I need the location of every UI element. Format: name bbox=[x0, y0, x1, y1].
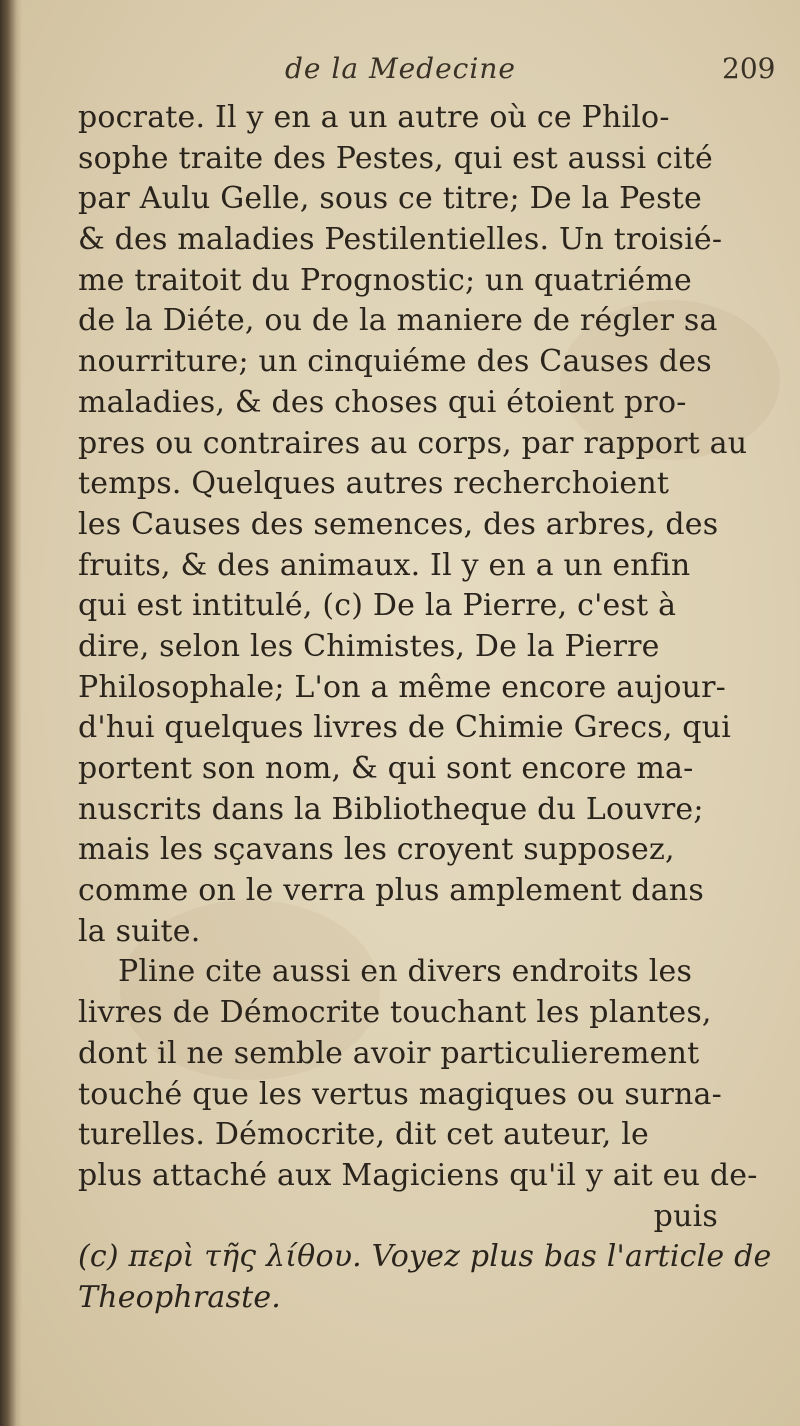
text-line: par Aulu Gelle, sous ce titre; De la Peste bbox=[78, 181, 702, 217]
page-header bbox=[0, 52, 800, 92]
binding-gutter bbox=[0, 0, 22, 1426]
running-head: de la Medecine bbox=[285, 52, 516, 85]
text-line: fruits, & des animaux. Il y en a un enfin bbox=[78, 547, 691, 583]
text-line: touché que les vertus magiques ou surna- bbox=[78, 1076, 722, 1112]
text-line: sophe traite des Pestes, qui est aussi cité bbox=[78, 140, 713, 176]
text-line: la suite. bbox=[78, 913, 201, 949]
text-line: mais les sçavans les croyent supposez, bbox=[78, 832, 675, 868]
text-line: dont il ne semble avoir particulierement bbox=[78, 1035, 700, 1071]
footnote-line: Theophraste. bbox=[78, 1279, 282, 1315]
text-line: comme on le verra plus amplement dans bbox=[78, 873, 704, 909]
page-number: 209 bbox=[722, 52, 776, 85]
text-line: plus attaché aux Magiciens qu'il y ait eu de- bbox=[78, 1157, 758, 1193]
text-line: les Causes des semences, des arbres, des bbox=[78, 506, 719, 542]
text-line: de la Diéte, ou de la maniere de régler sa bbox=[78, 303, 718, 339]
text-line: pocrate. Il y en a un autre où ce Philo- bbox=[78, 100, 670, 135]
text-line: d'hui quelques livres de Chimie Grecs, qui bbox=[78, 710, 732, 746]
text-line: nourriture; un cinquiéme des Causes des bbox=[78, 344, 712, 380]
text-line: pres ou contraires au corps, par rapport au bbox=[78, 425, 748, 461]
text-line: temps. Quelques autres recherchoient bbox=[78, 466, 670, 502]
text-line: Philosophale; L'on a même encore aujour- bbox=[78, 669, 727, 705]
text-line: & des maladies Pestilentielles. Un troisié- bbox=[78, 222, 723, 258]
text-line: portent son nom, & qui sont encore ma- bbox=[78, 751, 694, 786]
text-line: nuscrits dans la Bibliotheque du Louvre; bbox=[78, 791, 704, 827]
text-line: me traitoit du Prognostic; un quatriéme bbox=[78, 262, 692, 298]
text-line: livres de Démocrite touchant les plantes, bbox=[78, 995, 712, 1031]
body-text bbox=[78, 98, 778, 1319]
text-line: turelles. Démocrite, dit cet auteur, le bbox=[78, 1117, 649, 1153]
text-line: qui est intitulé, (c) De la Pierre, c'est à bbox=[78, 588, 677, 624]
text-line: Pline cite aussi en divers endroits les bbox=[118, 954, 693, 990]
footnote-line: (c) περὶ τῆς λίθου. Voyez plus bas l'article de bbox=[78, 1239, 772, 1275]
text-line: puis bbox=[653, 1198, 718, 1234]
text-line: dire, selon les Chimistes, De la Pierre bbox=[78, 628, 660, 664]
text-line: maladies, & des choses qui étoient pro- bbox=[78, 384, 687, 420]
